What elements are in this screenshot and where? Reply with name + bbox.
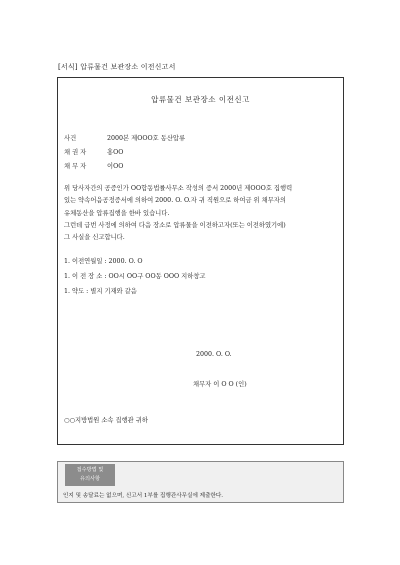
- signing-date: 2000. O. O.: [196, 351, 232, 358]
- notice-box: [57, 461, 344, 503]
- debtor-label: 채 무 자: [64, 163, 87, 170]
- case-value: 2000본 제OOO호 동산압류: [107, 135, 186, 142]
- creditor-label: 채 권 자: [64, 149, 87, 156]
- body-line: 유체동산을 압류집행을 한바 있습니다.: [64, 209, 170, 217]
- item-list: [64, 254, 340, 299]
- item-transfer-date: 1. 이전연월일 : 2000. O. O: [64, 258, 143, 265]
- notice-tab-line: 접수방법 및: [76, 467, 104, 473]
- creditor-value: 홍OO: [107, 149, 124, 156]
- item-transfer-place: 1. 이 전 장 소 : OO시 OO구 OO동 OOO 지하창고: [64, 273, 206, 280]
- notice-text: 인지 및 송달료는 없으며, 신고서 1부를 집행관사무실에 제출한다.: [63, 493, 224, 499]
- notice-tab-line: 유의사항: [79, 476, 101, 482]
- form-label: [서식] 압류물건 보관장소 이전신고서: [58, 63, 176, 71]
- form-frame: [57, 77, 344, 445]
- debtor-value: 이OO: [107, 163, 124, 170]
- addressee: ○○지방법원 소속 집행관 귀하: [64, 417, 148, 424]
- body-paragraph: [64, 183, 340, 244]
- item-map: 1. 약도 : 별지 기재와 같음: [64, 288, 137, 295]
- case-label: 사건: [64, 135, 77, 142]
- body-line: 그 사실을 신고합니다.: [64, 234, 125, 242]
- body-line: 그런데 급번 사정에 의하여 다음 장소로 압류물을 이전하고자(또는 이전하였기에): [64, 221, 286, 229]
- notice-tab: [65, 464, 115, 486]
- form-title: 압류물건 보관장소 이전신고: [151, 95, 250, 104]
- body-line: 위 당사자간의 공증인가 OO합동법률사무소 작성의 증서 2000년 제OOO호 집행력: [64, 185, 293, 192]
- body-line: 있는 약속어음공정증서에 의하여 2000. O. O.자 귀 직원으로 하여금 위 채무자의: [64, 197, 286, 205]
- debtor-signature: 채무자 이 O O (인): [193, 381, 247, 388]
